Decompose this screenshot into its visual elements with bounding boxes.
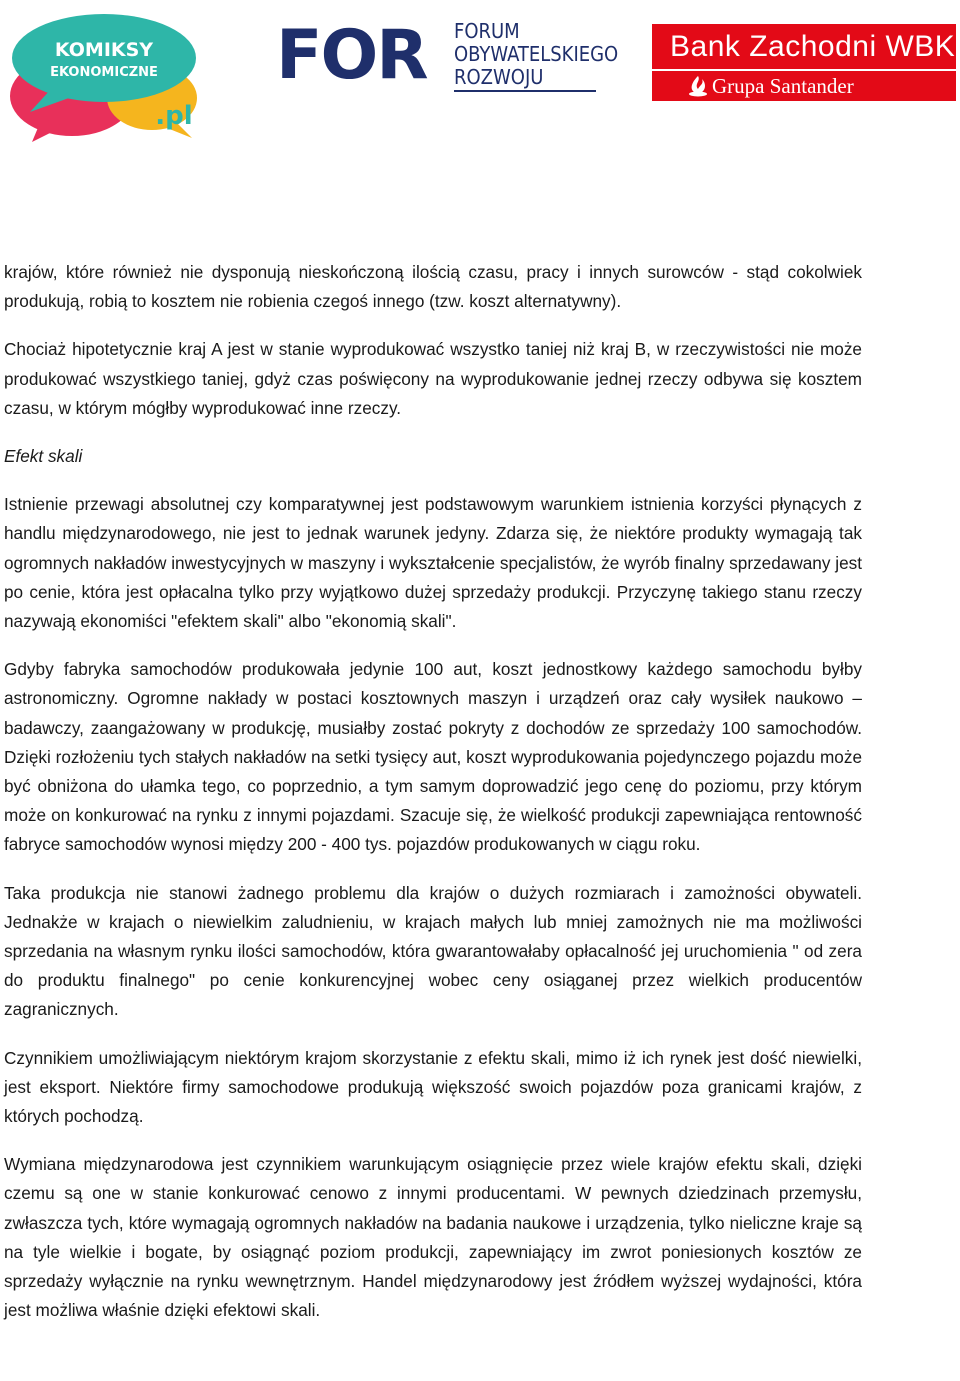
paragraph-2: Chociaż hipotetycznie kraj A jest w stanie wyprodukować wszystko taniej niż kraj B, w rzeczywistości nie może produkować wszystkiego taniej, gdyż czas poświęcony na wyprodukowanie jednej rzeczy odbywa się kosztem czasu, w którym mógłby wyprodukować inne rzeczy. <box>4 339 862 418</box>
page-header <box>0 0 960 150</box>
for-line2: OBYWATELSKIEGO <box>454 42 619 66</box>
for-mark: FOR <box>276 16 427 95</box>
for-line3: ROZWOJU <box>454 65 544 89</box>
bank-name: Bank Zachodni WBK <box>652 24 956 69</box>
bank-zachodni-logo <box>652 24 956 99</box>
for-underline <box>454 90 596 92</box>
komiksy-domain: .pl <box>155 101 193 131</box>
santander-flame-icon <box>688 75 708 97</box>
document-body <box>4 258 862 1326</box>
paragraph-1: krajów, które również nie dysponują nieskończoną ilością czasu, pracy i innych surowców - stąd cokolwiek produkują, robią to kosztem nie robienia czegoś innego (tzw. koszt alternatywny). <box>4 262 862 312</box>
paragraph-6: Czynnikiem umożliwiającym niektórym krajom skorzystanie z efektu skali, mimo iż ich rynek jest dość niewielki, jest eksport. Niektóre firmy samochodowe produkują większość swoich pojazdów poza granicami krajów, z których pochodzą. <box>4 1047 862 1127</box>
paragraph-3: Istnienie przewagi absolutnej czy komparatywnej jest podstawowym warunkiem istnienia korzyści płynących z handlu międzynarodowego, nie jest to jednak warunek jedyny. Zdarza się, że niektóre produkty wymagają tak ogromnych nakładów inwestycyjnych w maszyny i wykształcenie specjalistów, że wyrób finalny sprzedawany jest po cenie, która jest opłacalna tylko przy wyjątkowo dużej sprzedaży produkcji. Przyczynę takiego stanu rzeczy nazywają ekonomiści "efektem skali" albo "ekonomią skali". <box>4 494 862 632</box>
for-name <box>454 20 618 89</box>
paragraph-5: Taka produkcja nie stanowi żadnego problemu dla krajów o dużych rozmiarach i zamożności obywateli. Jednakże w krajach o niewielkim zaludnieniu, w krajach małych lub mniej zamożnych nie ma możliwości sprzedania na własnym rynku ilości samochodów, która gwarantowałaby opłacalność jej uruchomienia " od zera do produktu finalnego" po cenie konkurencyjnej wobec ceny osiąganej przez wielkich producentów zagranicznych. <box>4 882 862 1020</box>
komiksy-line2: EKONOMICZNE <box>50 65 158 80</box>
section-heading: Efekt skali <box>4 446 83 467</box>
bank-group: Grupa Santander <box>712 74 854 98</box>
paragraph-7: Wymiana międzynarodowa jest czynnikiem warunkującym osiągnięcie przez wiele krajów efektu skali, dzięki czemu są one w stanie konkurować cenowo z innymi producentami. W pewnych dziedzinach przemysłu, zwłaszcza tych, które wymagają ogromnych nakładów na badania naukowe i urządzenia, tylko nieliczne kraje są na tyle wielkie i bogate, by osiągnąć poziom produkcji, zapewniający im zwrot poniesionych kosztów ze sprzedaży wyłącznie na rynku wewnętrznym. Handel międzynarodowy jest źródłem wyższej wydajności, która jest możliwa właśnie dzięki efektowi skali. <box>4 1154 862 1321</box>
paragraph-4: Gdyby fabryka samochodów produkowała jedynie 100 aut, koszt jednostkowy każdego samochodu byłby astronomiczny. Ogromne nakłady w postaci kosztownych maszyn i urządzeń oraz cały wysiłek naukowo – badawczy, zaangażowany w produkcję, musiałby zostać pokryty z dochodów ze sprzedaży 100 samochodów. Dzięki rozłożeniu tych stałych nakładów na setki tysięcy aut, koszt wyprodukowania pojedynczego pojazdu może być obniżona do ułamka tego, co poprzednio, a tym samym doprowadzić jego cenę do poziomu, przy którym może on konkurować na rynku z innymi pojazdami. Szacuje się, że wielkość produkcji zapewniająca rentowność fabryce samochodów wynosi między 200 - 400 tys. pojazdów produkowanych w ciągu roku. <box>4 659 862 855</box>
bank-group-bar <box>652 71 956 101</box>
for-logo <box>276 16 619 96</box>
komiksy-ekonomiczne-logo <box>2 0 217 145</box>
komiksy-line1: KOMIKSY <box>54 39 154 61</box>
for-line1: FORUM <box>454 19 520 43</box>
